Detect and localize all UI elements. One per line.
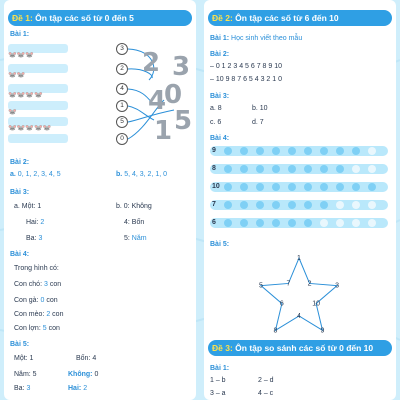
dot-row [210,164,388,174]
section-header-de-1: Đề 1: Ôn tập các số từ 0 đến 5 [8,10,192,26]
section-header-de-2: Đề 2: Ôn tập các số từ 6 đến 10 [208,10,392,26]
dot-icon [352,165,360,173]
star-label: 9 [320,327,325,335]
dot-icon [336,147,344,155]
dot-icon [304,147,312,155]
bai2-title: Bài 2: [10,159,30,166]
count-circle: 4 [116,83,128,95]
bai5-r2b: Không: 0 [68,371,99,378]
dot-icon [224,147,232,155]
bai5-r1b: Bốn: 4 [76,355,97,362]
star-label: 3 [335,282,339,290]
dot-row-number: 9 [212,147,216,154]
mouse-icon: 🐭🐭 [8,72,26,79]
dot-icon [240,219,248,227]
mouse-icon: 🐭 [8,109,17,116]
dot-icon [224,165,232,173]
dot-icon [224,219,232,227]
star-label: 10 [312,300,321,308]
dot-row [210,200,388,210]
r-bai2-line1: – 0 1 2 3 4 5 6 7 8 9 10 [210,63,283,70]
dot-icon [272,147,280,155]
dot-icon [368,147,376,155]
dot-icon [304,183,312,191]
dot-icon [240,165,248,173]
dot-icon [352,201,360,209]
bai4-row: Con chó: 3 con [14,281,62,288]
r-bai5-title: Bài 5: [210,241,230,248]
dot-icon [368,183,376,191]
bai3-b1: b. 0: Không [116,203,152,210]
dot-icon [320,165,328,173]
dot-icon [352,219,360,227]
r-bai1b-title: Bài 1: [210,365,230,372]
big-number: 0 [164,80,183,110]
bai3-title: Bài 3: [10,189,30,196]
bai3-a3: Ba: 3 [26,235,43,242]
dot-icon [336,201,344,209]
r-bai3-title: Bài 3: [210,93,230,100]
dot-icon [320,147,328,155]
bai3-a2: Hai: 2 [26,219,45,226]
dot-row [210,218,388,228]
bai4-title: Bài 4: [10,251,30,258]
dot-icon [256,165,264,173]
dot-icon [320,201,328,209]
dot-icon [240,183,248,191]
dot-icon [336,183,344,191]
dot-icon [288,147,296,155]
dot-icon [256,147,264,155]
bai5-title: Bài 5: [10,341,30,348]
dot-icon [272,183,280,191]
r-bai1: Bài 1: Học sinh viết theo mẫu [210,35,303,42]
star-label: 8 [273,327,278,335]
bai4-intro: Trong hình có: [14,265,59,272]
dot-icon [272,201,280,209]
r-bai4-title: Bài 4: [210,135,230,142]
star-label: 2 [307,280,312,288]
bai3-b2: 4: Bốn [124,219,145,226]
bai4-row: Con lợn: 5 con [14,325,60,332]
answer-column-de-1 [4,0,196,400]
dot-icon [352,183,360,191]
dot-icon [368,165,376,173]
star-label: 1 [297,255,301,262]
bai5-r3b: Hai: 2 [68,385,88,392]
star-figure [234,250,364,340]
bai1-title: Bài 1: [10,31,30,38]
bai5-r1a: Một: 1 [14,355,34,362]
dot-icon [336,165,344,173]
r-bai3-d: d. 7 [252,119,264,126]
mouse-icon: 🐭🐭🐭🐭 [8,92,43,99]
dot-row [210,182,388,192]
dot-icon [256,219,264,227]
r-bai1b-l1b: 2 – d [258,377,274,384]
dot-icon [288,183,296,191]
dot-icon [272,165,280,173]
bai3-b3: 5: Năm [124,235,147,242]
star-label: 5 [259,282,263,290]
dot-row-number: 7 [212,201,216,208]
r-bai2-title: Bài 2: [210,51,230,58]
dot-icon [288,201,296,209]
r-bai3-c: c. 6 [210,119,222,126]
dot-icon [320,183,328,191]
dot-icon [304,165,312,173]
bai3-a1: a. Một: 1 [14,203,42,210]
big-number: 1 [154,116,173,146]
star-label: 7 [286,280,291,288]
bai4-row: Con mèo: 2 con [14,311,64,318]
bai2-b: b. 5, 4, 3, 2, 1, 0 [116,171,167,178]
dot-icon [368,219,376,227]
count-circle: 3 [116,43,128,55]
dot-icon [288,165,296,173]
bai5-r3a: Ba: 3 [14,385,31,392]
r-bai1b-l2a: 3 – a [210,390,226,397]
count-circle: 5 [116,116,128,128]
big-number: 2 [142,48,161,78]
section-header-de-3: Đề 3: Ôn tập so sánh các số từ 0 đến 10 [208,340,392,356]
mouse-icon: 🐭🐭🐭 [8,52,35,59]
r-bai3-b: b. 10 [252,105,268,112]
answer-column-de-2 [204,0,396,400]
dot-icon [224,183,232,191]
mouse-icon: 🐭🐭🐭🐭🐭 [8,125,52,132]
count-circle: 2 [116,63,128,75]
count-circle: 0 [116,133,128,145]
bai4-row: Con gà: 0 con [14,297,58,304]
dot-icon [240,147,248,155]
big-number: 5 [174,106,193,136]
big-number: 3 [172,52,191,82]
dot-icon [288,219,296,227]
r-bai2-line2: – 10 9 8 7 6 5 4 3 2 1 0 [210,76,283,83]
dot-icon [320,219,328,227]
dot-icon [272,219,280,227]
dot-row-number: 10 [212,183,220,190]
bai2-a: a. 0, 1, 2, 3, 4, 5 [10,171,61,178]
star-label: 4 [297,313,301,320]
dot-icon [256,201,264,209]
count-circle: 1 [116,100,128,112]
dot-icon [240,201,248,209]
dot-icon [352,147,360,155]
dot-icon [304,219,312,227]
r-bai1b-l2b: 4 – c [258,390,274,397]
dot-icon [304,201,312,209]
r-bai3-a: a. 8 [210,105,222,112]
dot-icon [224,201,232,209]
big-number: 4 [148,86,167,116]
bai5-r2a: Năm: 5 [14,371,37,378]
dot-row [210,146,388,156]
dot-icon [256,183,264,191]
dot-icon [336,219,344,227]
dot-row-number: 6 [212,219,216,226]
star-label: 6 [279,300,284,308]
r-bai1b-l1a: 1 – b [210,377,226,384]
dot-row-number: 8 [212,165,216,172]
dot-icon [368,201,376,209]
